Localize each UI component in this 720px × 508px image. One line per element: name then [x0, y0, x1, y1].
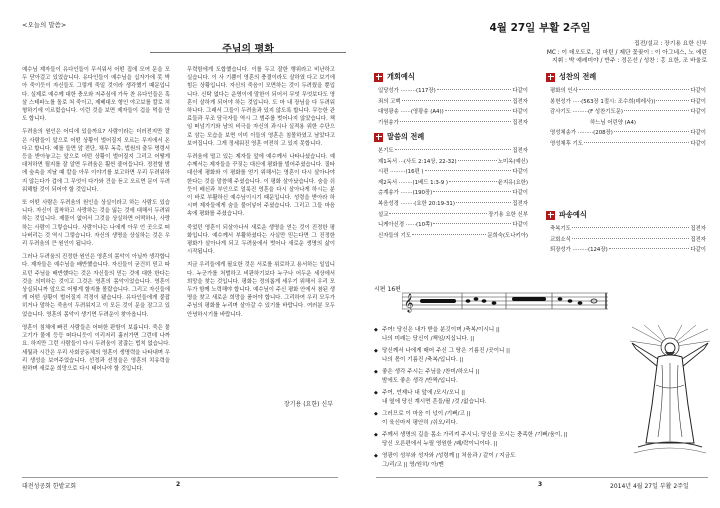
order-item: 제2독서 ········(1베드 1:3-9 ) 윤지유(요한) [378, 179, 528, 186]
order-item: 입당성가 ·········(117장) 다같이 [378, 88, 528, 94]
sermon-paragraph: 두려움에 떨고 있는 제자들 앞에 예수께서 나타나셨습니다. 예수께서는 제자들을 꾸짖는 대신에 평화를 빌어주셨습니다. 질타 대신에 평화와 이 평화를 얻기 위해서는 영혼이 다시 살아나야 한다는 것을 말씀해 주셨습니다. 이 평화 살아났습니다. 숨을 쉬듯이 배신과 부인으로 얼룩진 영혼을 다시 살아나게 하시는 분이 바로 부활하신 예수님이시기 때문입니다. 성령을 받아라 하시며 제자들에게 숨을 불어넣어 주셨습니다. 그리고 그들 마음 속에 평화를 주셨습니다. [187, 154, 335, 218]
sermon-signature: 장기용 (요한) 신부 [283, 401, 333, 408]
footer-parish: 대전성공회 한밭교회 [22, 483, 77, 490]
sermon-paragraph: 무력함에게 도합했습니다. 이를 두고 잘한 행위라고 비난하고 실습니다. 이 사 기쁨이 영혼의 충결이라도 살하였 다고 보기에 힘든 상황입니다. 자신의 죽음이 모면하는 것이 두려웠을 뿐입니다. 신탁 없다는 운명이에 말한이 되어서 무엇 무엇보다도 영혼이 살하게 되어야 하는 것입니다. 도 마 내 장님을 다 두려워 하나다. 그래서 그들이 두려움과 있지 않도록 합니다. 무능한 관료들과 무조 담극자들 역시 그 범주를 벗어나지 않았습니다. 책임 떠넘기기와 남의 비극을 자신의 과시나 실적용 위한 수단으로 삼는 모습을 보면 이미 이들의 영혼은 침몰하였고 남았다고 보여집니다. 그게 정세워진 영혼 여전히 고 있지 못합니다. [187, 67, 335, 147]
sermon-title: 주님의 평화 [222, 44, 274, 55]
order-item: 봉헌성가 ·····(563장 1절시: 조수희(데레사)) 다같이 [550, 98, 706, 105]
page-number: 3 [538, 481, 543, 488]
leaders-line: 지휘 : 박 예레미야 / 반주 : 정은선 / 성찬 : 홍 요한, 조 바울로 [551, 58, 707, 65]
section-title: 말씀의 전례 [387, 132, 425, 141]
title-divider [150, 52, 346, 53]
order-item: 대영광송 ······(영광송 (A4)) 다같이 [378, 109, 528, 116]
verse: ◆ 좋은 생각 주시는 주님을 /찬미/하오니 || 밤에도 좋은 생각 /반짝/입니다. [374, 368, 624, 386]
section-dismissal [546, 210, 587, 220]
section-title: 파송예식 [559, 210, 587, 219]
order-list-eucharist [550, 86, 706, 150]
sermon-paragraph: 지금 우리들에게 필요한 것은 서로를 위로하고 용서하는 일입니다. 누군가를 처벌하고 비판하기보다 누구나 어두운 세상에서 희망을 찾는 것입니다. 평화는 정의롭게 세우기 위해서 우리 모두가 함께 노력해야 합니다. 예수님이 주신 평화 안에서 참된 생명을 찾고 새로운 희망을 품어야 합니다. 그리하여 우리 모두가 주님의 평화를 누리며 살아갈 수 있기를 바랍니다. 여러분 모두 안녕하시기를 바랍니다. [187, 262, 335, 318]
order-item: 복음성경 ········(요한 20:19-31) 집전자 [378, 200, 528, 207]
service-title: 4월 27일 부활 2주일 [489, 22, 591, 34]
order-item: 본기도 집전자 [378, 148, 528, 154]
sermon-column-1 [22, 66, 170, 378]
right-page [360, 0, 720, 508]
order-item: 기원송가 집전자 [378, 119, 528, 126]
order-item: 신자들의 기도 문희숙(도나키아) [378, 232, 528, 239]
order-item: 하느님 어린양 (A4) [590, 119, 636, 126]
music-staff-icon [402, 289, 608, 313]
order-item: 축복기도 집전자 [550, 226, 706, 232]
service-leaders [360, 40, 707, 66]
footer-divider [22, 477, 338, 478]
sermon-paragraph: 영혼이 침체에 빠진 사람들은 어떠한 판함이 보릅니다. 죽은 물고기가 물에 등등 떠다니듯이 이리저리 흘러가면 그런데 나까요. 하지만 그런 사람들이 다시 두려움이 잠잖는 법칙 없습니다. 세월과 시간은 우리 사회공동체의 영혼이 생명력을 나타내며 우리 생성을 보여주었습니다. 선정과 선정을은 영혼의 치유력을 원하며 새로운 희망으로 다시 태어나야 할 것입니다. [22, 324, 170, 372]
order-item: 영성체송가 ·········(208장) 다같이 [550, 130, 706, 137]
order-item: 죄의 고백 집전자 [378, 98, 528, 105]
order-list-dismissal [550, 224, 706, 256]
order-list-word [378, 146, 528, 241]
psalm-verses [374, 326, 624, 473]
order-item: 시편 ·········(16편 ) 다같이 [378, 169, 528, 176]
footer-date: 2014년 4월 27일 부활 2주일 [610, 483, 689, 490]
section-tag: <오늘의 말씀> [22, 21, 67, 29]
order-item: 니케아신경 ······(10쪽) 다같이 [378, 222, 528, 229]
risen-christ-illustration [628, 325, 712, 455]
verse: ◆ 주여, 언제나 내 앞에 /모시/오니 || 내 옆에 당신 계시면 흔들/필 /것 /없습니다. [374, 389, 624, 407]
leaders-line: 집전/설교 : 장기용 요한 신부 [634, 41, 707, 47]
order-item: 제1독서 ···(사도 2:14상, 22-32) 노미옥(예신) [378, 158, 528, 165]
sermon-column-2 [187, 66, 335, 324]
sermon-paragraph: 죽었던 영혼이 되살아나서 새로운 생명을 얻는 것이 진정한 평화입니다. 예수께서 부활하셨다는 사실만 믿는다면 그 진정한 평화가 살아나게 되고 두려움에서 벗어나 새로운 생명의 삶이 시작됩니다. [187, 224, 335, 256]
order-item: 층계송가 ·······(190장) 다같이 [378, 190, 528, 197]
order-item: 평화의 인사 다같이 [550, 88, 706, 94]
verse: ◆ 주께서 생명의 길을 몸소 가리켜 주시니; 당신을 모시는 충족한 /기뻐/움이, || 당신 오른편에서 누릴 영원한 /쾌/락이니이다. || [374, 431, 624, 449]
cross-icon [546, 73, 555, 82]
section-title: 개회예식 [387, 72, 415, 81]
sermon-paragraph: 두려움의 원인은 어디에 있을까요? 사람이라는 더러전지만 잘은 사람들이 앞으로 어떤 상황이 벌어질지 모르는 무지에서 온다고 합니다. 예를 들면 앞 전단, 채무 독촉, 법원의 출두 명령서 등을 받아놓고는 앞으로 어떤 상황이 벌어질지 그리고 어떻게 대처하면 될지를 잘 알면 두려움은 훨씬 줄어듭니다. 정전할 밤에 숲속을 지날 때 칼을 아무 이야기를 보고하면 우리 두려워하지 않는다가 겁에 그 무엇이 다가와 건을 듣고 오르면 문이 두려워해할 것이 되어야 할 것입니다. [22, 129, 170, 193]
sermon-paragraph: 예수님 제자들이 유다인들이 무서워서 어떤 집에 모여 문을 모두 닫아걸고 있었습니다. 유다인들이 예수님을 십자가에 못 박아 죽이듯이 자신들도 그렇게 죽일 것이라 생각했기 때문입니다. 실제로 예수께 대한 충오와 저주심에 가득 찬 유다인들은 혹살 스테파노를 돌로 쳐 죽이고, 제베대오 형인 야고보를 칼로 처형하기에 이르렀습니다. 이런 것을 보면 제자들이 겁을 먹을 만도 합니다. [22, 67, 170, 123]
order-item: 감사기도 ·········(F 성찬기도문) 다같이 [550, 109, 706, 116]
order-list-opening [378, 86, 528, 128]
order-item: 영성체후 기도 다같이 [550, 140, 706, 147]
section-eucharist [546, 72, 596, 82]
section-liturgy-of-word [374, 132, 424, 142]
cross-icon [546, 211, 555, 220]
page-number: 2 [176, 481, 181, 488]
verse: ◆ 그러므로 이 마음 이 넋이 /기뻐/고 || 이 육신마저 평안히 /쉬오/리다. [374, 410, 624, 428]
footer-divider [376, 477, 708, 478]
cross-icon [374, 133, 383, 142]
cross-icon [374, 73, 383, 82]
order-item: 교회소식 집전자 [550, 236, 706, 243]
verse: ◆ 주여! 당신은 내가 받을 분깃이며 /축복/이시니 || 나의 미래는 당신이 /책임/지십니다. || [374, 326, 624, 344]
sermon-paragraph: 또 어떤 사람은 두려움의 원인을 상실이라고 하는 사람도 있습니다. 자신이 집착하고 사랑하는 것을 잃는 것에 대해서 두려워하는 것입니다. 제물이 없어서 그것을 상실하면 어떡하나, 사랑하는 사람이 그렇습니다. 사람이나는 나에게 아무 언 곳으로 떠나버리는 것 역시 그렇습니다. 자신의 생명을 상실하는 것은 우리 두려움의 큰 원인이 됩니다. [22, 200, 170, 248]
section-title: 성찬의 전례 [559, 72, 597, 81]
sermon-paragraph: 그러나 두려움의 진정한 원인은 영혼의 몸악이 아닐까 생각합니다. 제자들은 예수님을 배반했습니다. 자신들이 굳건히 믿고 따르던 주님을 배반했다는 것은 자신들의 믿는 것에 대한 한다는 것을 의미하는 것이고 그것은 영혼의 몸악이었습니다. 영혼이 상실되니까 앞으로 어떻게 할지를 몰랐습니다. 그리고 자신들에게 어떤 상황이 벌어질지 걱정이 됐습니다. 유다인들에게 붙잡히거나 말하는 죽음이 두려워지고 이 모든 것이 문을 잠그고 있었습니다. 영혼의 몸악이 생기면 두려운이 찾아옵니다. [22, 254, 170, 318]
verse: ◆ 영광이 성부와 성자와 /성령께 || 처음과 / 같이 / 지금도 그/리/고 || 영/원히/ 아/멘 [374, 452, 624, 470]
order-item: 설교 장기용 요한 신부 [378, 211, 528, 218]
order-item: 퇴장성가 ·········(124장) 다같이 [550, 247, 706, 254]
verse: ◆ 당신께서 나에게 매어 주신 그 땅은 기름진 /곳이니 || 나의 몫이 기름진 /축복/입니다. || [374, 347, 624, 365]
leaders-line: MC : 이 데오도로, 김 마틴 / 제단 꽃꽂이 : 이 아그네스, 노 에린 [546, 49, 707, 56]
section-opening-rite [374, 72, 415, 82]
psalm-label: 시편 16편 [374, 286, 401, 293]
svg-text:𝄞: 𝄞 [404, 293, 414, 312]
